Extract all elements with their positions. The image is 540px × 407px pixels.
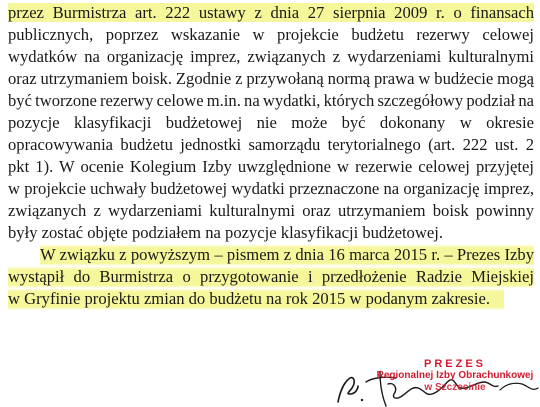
text-line-2 xyxy=(8,24,534,46)
signature-block xyxy=(300,352,540,407)
line-5-text: być tworzone rezerwy celowe m.in. na wydatki, których szczegółowy podział na xyxy=(8,91,534,110)
stamp-line-1: Regionalnej Izby Obrachunkowej xyxy=(376,370,534,381)
text-line-12-highlighted xyxy=(40,244,534,266)
text-line-14-highlighted xyxy=(8,288,504,310)
line-10-text: związanych z wydarzeniami kulturalnymi oraz utrzymaniem boisk powinny xyxy=(8,201,534,220)
line-6-text: pozycje klasyfikacji budżetowej nie może być dokonany w okresie xyxy=(8,113,534,132)
text-line-6 xyxy=(8,112,534,134)
text-line-13-highlighted xyxy=(8,266,534,288)
text-line-5 xyxy=(8,90,534,112)
stamp-title: PREZES xyxy=(423,358,486,370)
line-4-text: oraz utrzymaniem boisk. Zgodnie z przywołaną normą prawa w budżecie mogą xyxy=(8,69,534,88)
text-line-9 xyxy=(8,178,534,200)
line-7-text: opracowywania budżetu jednostki samorządu terytorialnego (art. 222 ust. 2 xyxy=(8,135,534,154)
line-8-text: pkt 1). W ocenie Kolegium Izby uwzględnione w rezerwie celowej przyjętej xyxy=(8,157,534,176)
stamp-line-2: w Szczecinie xyxy=(424,382,486,393)
line-2-text: publicznych, poprzez wskazanie w projekcie budżetu rezerwy celowej xyxy=(8,25,534,44)
text-line-10 xyxy=(8,200,534,222)
official-stamp xyxy=(370,358,540,394)
line-11-text: były zostać objęte podziałem na pozycje klasyfikacji budżetowej. xyxy=(8,223,443,242)
line-9-text: w projekcie uchwały budżetowej wydatki przeznaczone na organizację imprez, xyxy=(8,179,534,198)
line-13-text: wystąpił do Burmistrza o przygotowanie i przedłożenie Radzie Miejskiej xyxy=(8,267,534,286)
line-14-text: w Gryfinie projektu zmian do budżetu na rok 2015 w podanym zakresie. xyxy=(8,289,491,308)
text-line-4 xyxy=(8,68,534,90)
line-3-text: wydatków na organizację imprez, związanych z wydarzeniami kulturalnymi xyxy=(8,47,534,66)
text-line-3 xyxy=(8,46,534,68)
text-line-1 xyxy=(8,2,534,24)
text-line-7 xyxy=(8,134,534,156)
text-line-11 xyxy=(8,222,534,244)
text-line-8 xyxy=(8,156,534,178)
highlighted-text: przez Burmistrza art. 222 ustawy z dnia 27 sierpnia 2009 r. o finansach xyxy=(8,3,534,22)
line-12-text: W związku z powyższym – pismem z dnia 16 marca 2015 r. – Prezes Izby xyxy=(40,245,534,264)
